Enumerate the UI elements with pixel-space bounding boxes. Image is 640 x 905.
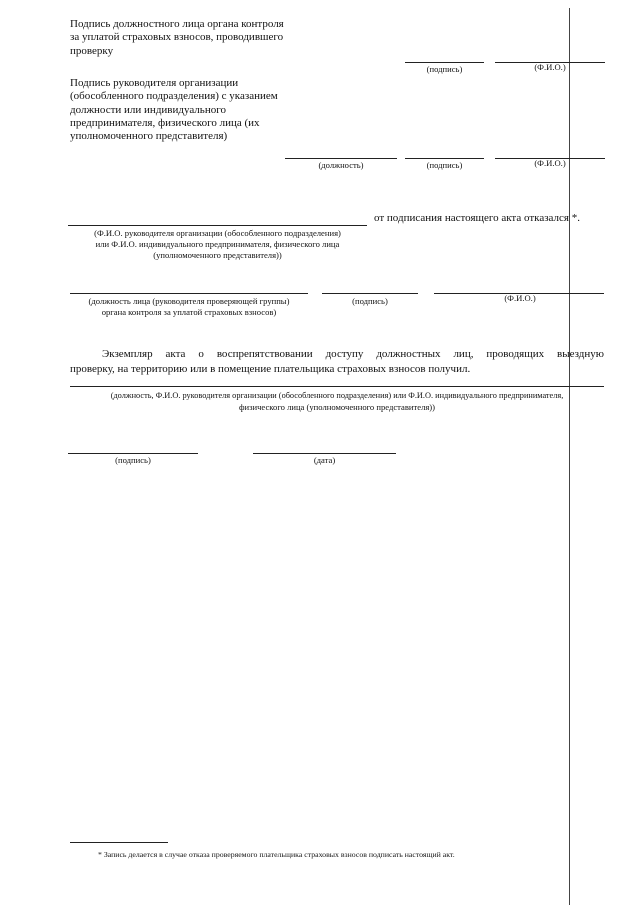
receipt-person-line[interactable] [70, 386, 604, 387]
receipt-date-caption: (дата) [313, 455, 336, 465]
receipt-statement-line-2: проверку, на территорию или в помещение плательщика страховых взносов получил. [70, 363, 471, 375]
official-name-caption: (Ф.И.О.) [504, 293, 536, 303]
refusing-person-name-line[interactable] [68, 225, 367, 226]
head-name-caption: (Ф.И.О.) [534, 158, 566, 168]
refusing-person-caption-line-2: или Ф.И.О. индивидуального предпринимателя, физического лица [95, 239, 340, 249]
head-signature-label: Подпись руководителя организации (обособленного подразделения) с указанием должности или индивидуального предпринимателя, физического лица (их уполномоченного представителя) [70, 77, 278, 143]
inspector-signature-label: Подпись должностного лица органа контроля за уплатой страховых взносов, проводившего проверку [70, 18, 284, 57]
inspector-signature-caption: (подпись) [426, 64, 463, 74]
receipt-person-caption-line-2: физического лица (уполномоченного представителя)) [238, 402, 436, 412]
footnote-text: * Запись делается в случае отказа проверяемого плательщика страховых взносов подписать настоящий акт. [98, 850, 455, 859]
official-position-caption-line-2: органа контроля за уплатой страховых взносов) [101, 307, 277, 317]
head-position-line[interactable] [285, 158, 397, 159]
official-signature-line[interactable] [322, 293, 418, 294]
refusing-person-caption-line-3: (уполномоченного представителя)) [153, 250, 282, 260]
official-position-caption-line-1: (должность лица (руководителя проверяющей группы) [88, 296, 290, 306]
official-signature-caption: (подпись) [352, 296, 388, 306]
official-position-line[interactable] [70, 293, 308, 294]
refusing-person-caption-line-1: (Ф.И.О. руководителя организации (обособленного подразделения) [94, 228, 341, 238]
receipt-statement [70, 347, 604, 377]
receipt-person-caption-line-1: (должность, Ф.И.О. руководителя организации (обособленного подразделения) или Ф.И.О. индивидуального предпринимателя, [110, 391, 564, 400]
right-margin-line [569, 8, 570, 905]
inspector-signature-line[interactable] [405, 62, 484, 63]
receipt-signature-line[interactable] [68, 453, 198, 454]
inspector-name-caption: (Ф.И.О.) [534, 62, 566, 72]
receipt-signature-caption: (подпись) [115, 455, 151, 465]
head-position-caption: (должность) [318, 160, 364, 170]
receipt-statement-line-1: Экземпляр акта о воспрепятствовании доступу должностных лиц, проводящих выездную [102, 348, 604, 360]
head-signature-line[interactable] [405, 158, 484, 159]
refusal-statement: от подписания настоящего акта отказался *. [374, 212, 580, 224]
footnote-separator [70, 842, 168, 843]
head-signature-caption: (подпись) [426, 160, 463, 170]
receipt-date-line[interactable] [253, 453, 396, 454]
